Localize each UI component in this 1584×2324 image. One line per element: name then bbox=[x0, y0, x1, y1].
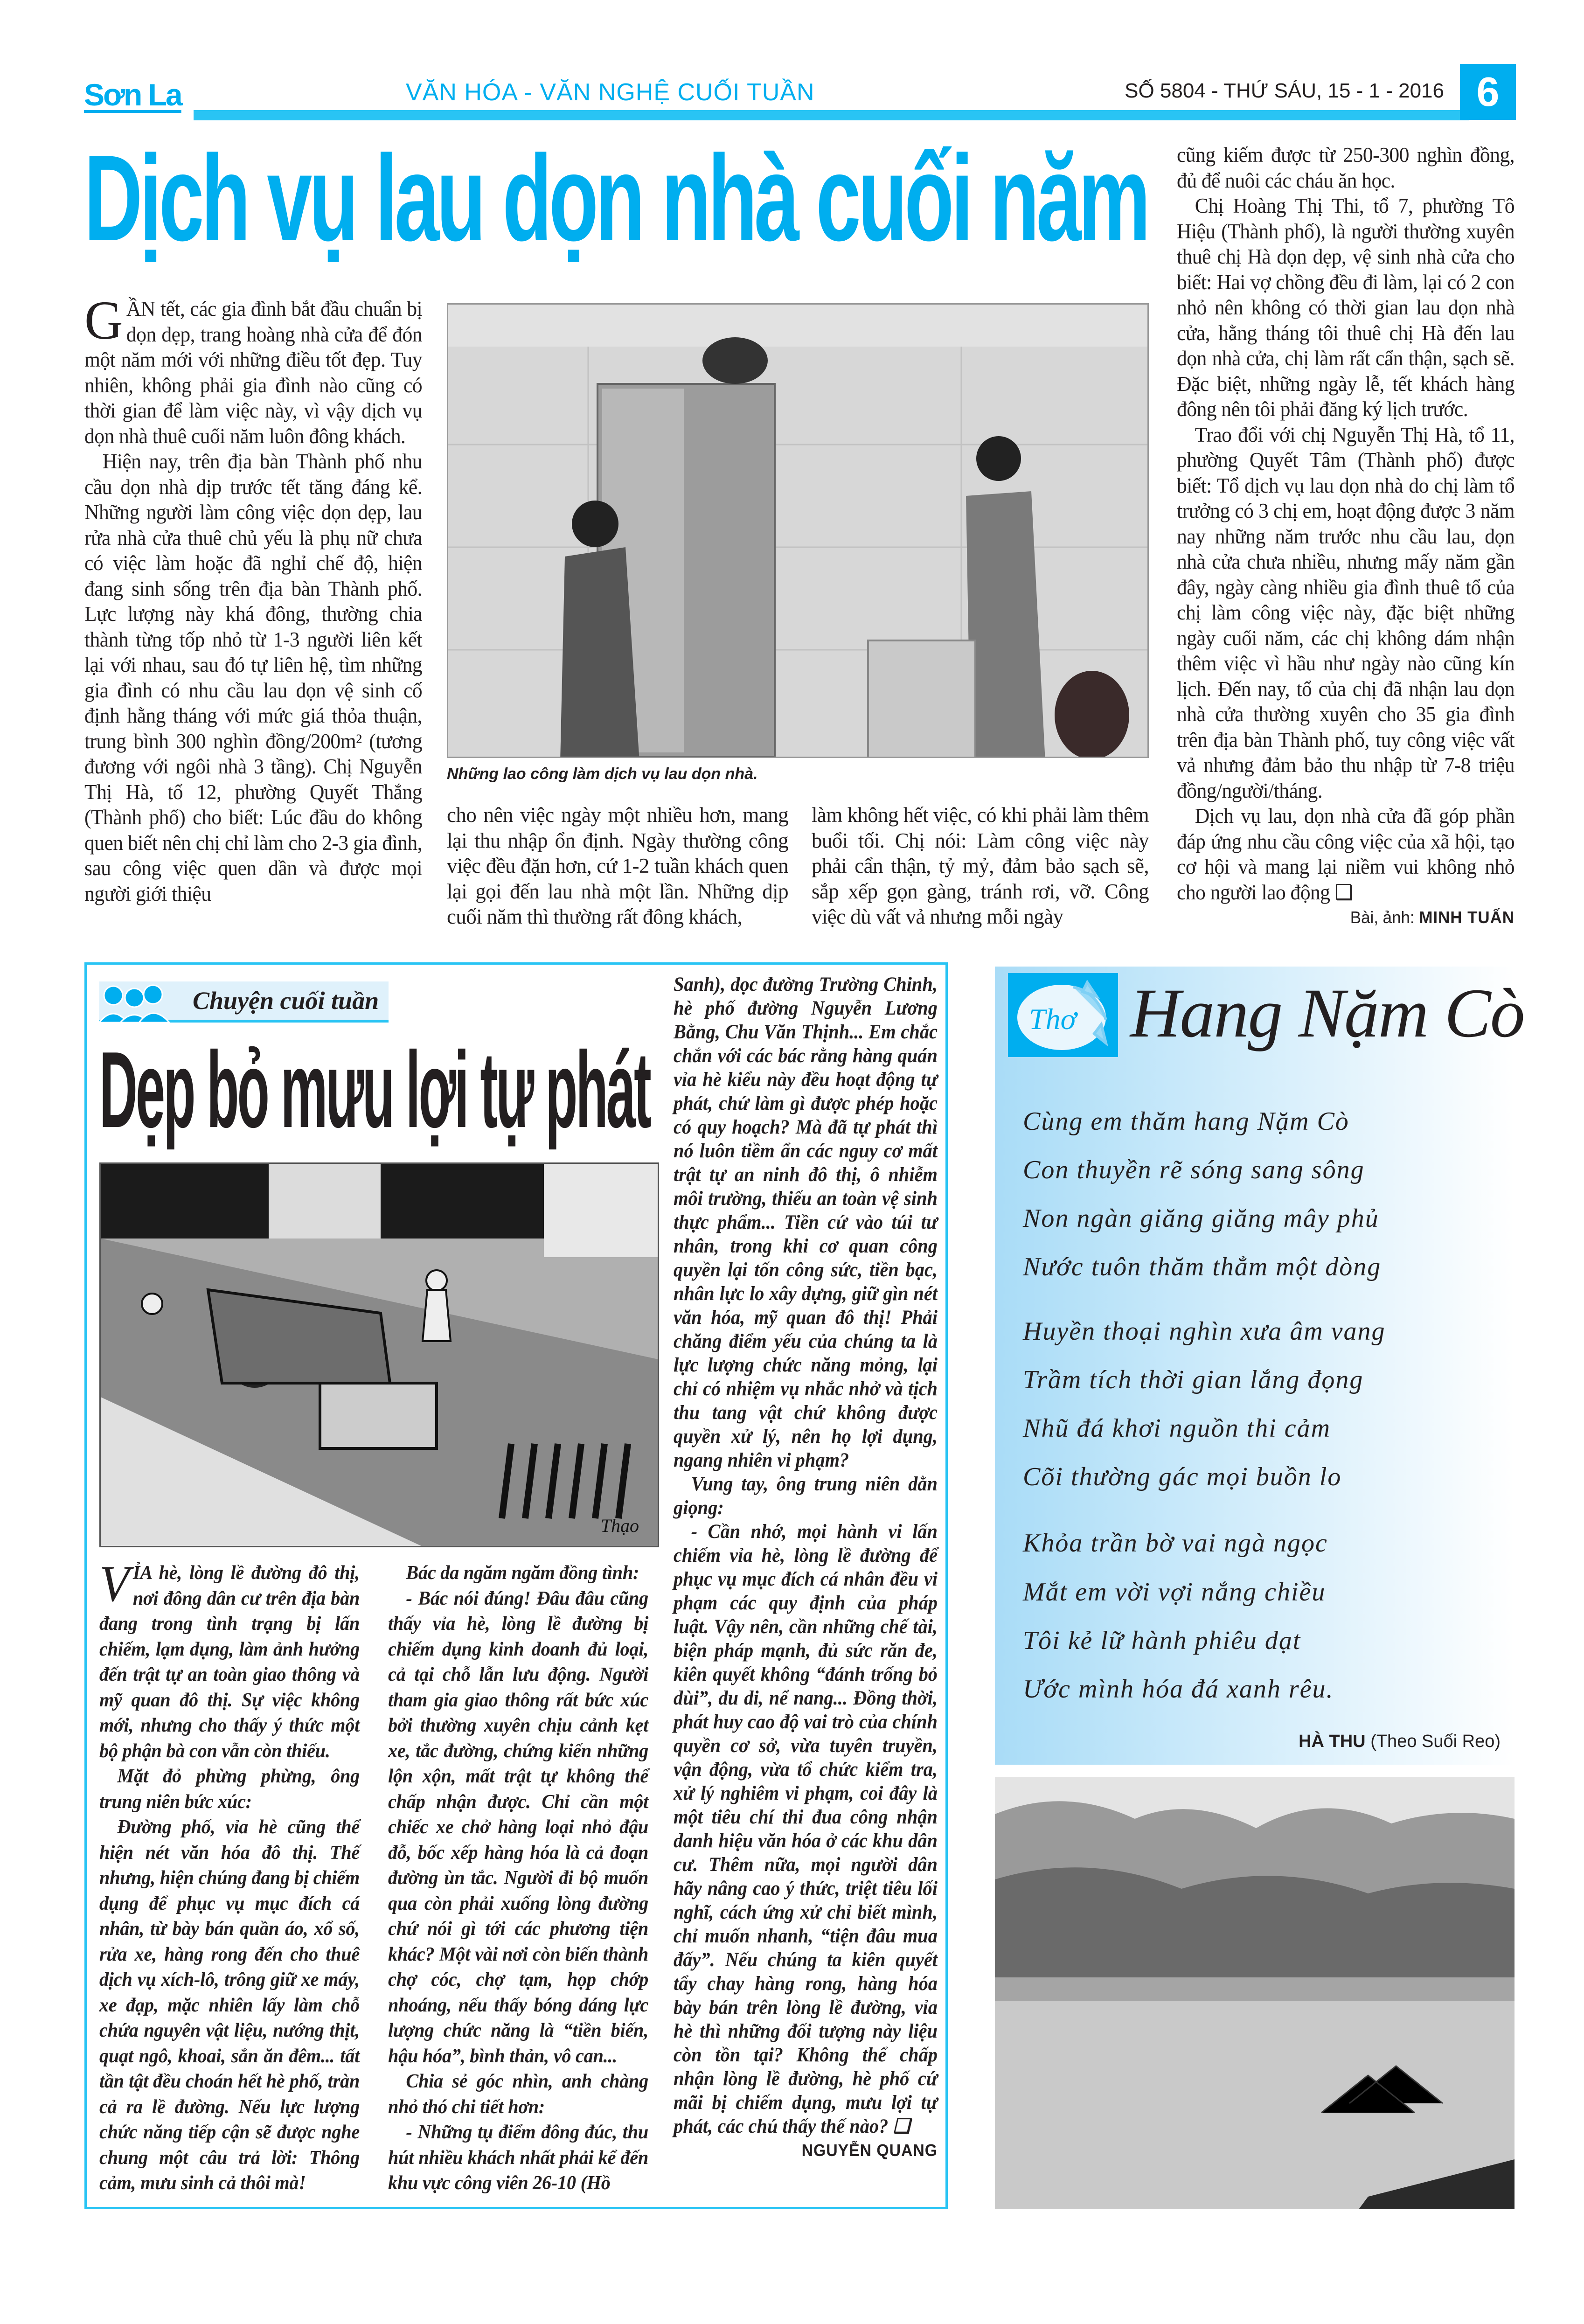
poetry-badge-icon bbox=[1008, 973, 1118, 1057]
story-column-3 bbox=[674, 973, 938, 2204]
poem-panel bbox=[995, 967, 1524, 1765]
poem-author: HÀ THU bbox=[1299, 1732, 1366, 1751]
byline: Bài, ảnh: MINH TUẤN bbox=[1350, 908, 1515, 927]
poem-line: Non ngàn giăng giăng mây phủ bbox=[1023, 1204, 1379, 1233]
drop-cap: G bbox=[84, 290, 123, 351]
paragraph: - Cần nhớ, mọi hành vi lấn chiếm vỉa hè, lòng lề đường để phục vụ mục đích cá nhân đều vi phạm các quy định của pháp luật. Vậy nên, cần những chế tài, biện pháp mạnh, đủ sức răn đe, kiên quyết không “đánh trống bỏ dùi”, du di, nể nang... Đồng thời, phát huy cao độ vai trò của chính quyền cơ sở, vừa tuyên truyền, vận động, vừa tổ chức kiểm tra, xử lý nghiêm vi phạm, coi đây là một tiêu chí thi đua công nhận danh hiệu văn hóa ở các khu dân cư. Thêm nữa, mọi người dân hãy nâng cao ý thức, triệt tiêu lối nghĩ, cách ứng xử chỉ biết mình, chỉ muốn nhanh, “tiện đâu mua đấy”. Nếu chúng ta kiên quyết tẩy chay hàng rong, hàng hóa bày bán trên lòng lề đường, vỉa hè thì những đối tượng này liệu còn tồn tại? Không thể chấp nhận lòng lề đường, hè phố cứ mãi bị chiếm dụng, mưu lợi tự phát, các chú thấy thế nào? ❑ bbox=[674, 1521, 938, 2137]
section-title: VĂN HÓA - VĂN NGHỆ CUỐI TUẦN bbox=[406, 79, 815, 106]
paragraph: Đường phố, vỉa hè cũng thể hiện nét văn hóa đô thị. Thế nhưng, hiện chúng đang bị chiếm dụng để phục vụ mục đích cá nhân, từ bày bán quần áo, xổ số, rửa xe, hàng rong đến cho thuê dịch vụ xích-lô, trông giữ xe máy, xe đạp, mặc nhiên lấy làm chỗ chứa nguyên vật liệu, nướng thịt, quạt ngô, khoai, sắn ăn đêm... tất tần tật đều choán hết hè phố, tràn cả ra lề đường. Nếu lực lượng chức năng tiếp cận sẽ được nghe chung một câu trả lời: Thông cảm, mưu sinh cả thôi mà! bbox=[99, 1816, 360, 2194]
street-cartoon-illustration bbox=[99, 1162, 659, 1547]
poem-line: Huyền thoại nghìn xưa âm vang bbox=[1023, 1317, 1386, 1346]
poem-source: (Theo Suối Reo) bbox=[1370, 1732, 1501, 1751]
byline: NGUYỄN QUANG bbox=[801, 2141, 938, 2160]
poetry-badge-text: Thơ bbox=[1029, 1002, 1077, 1036]
column-label bbox=[99, 981, 389, 1023]
poem-line: Mắt em vời vợi nắng chiều bbox=[1023, 1578, 1326, 1607]
page-number: 6 bbox=[1460, 64, 1516, 120]
poem-line: Nước tuôn thăm thẳm một dòng bbox=[1023, 1252, 1382, 1281]
poem-line: Cõi thường gác mọi buồn lo bbox=[1023, 1462, 1342, 1491]
poem-line: Con thuyền rẽ sóng sang sông bbox=[1023, 1155, 1365, 1184]
poem-line: Khỏa trần bờ vai ngà ngọc bbox=[1023, 1529, 1328, 1558]
paragraph: Bác da ngăm ngăm đồng tình: bbox=[406, 1562, 639, 1584]
poem-line: Ước mình hóa đá xanh rêu. bbox=[1023, 1675, 1334, 1704]
drop-cap: V bbox=[99, 1555, 130, 1612]
article-column-1 bbox=[84, 290, 422, 931]
article-photo-cleaners bbox=[447, 303, 1149, 758]
landscape-photo-lake bbox=[995, 1777, 1515, 2209]
article-column-3 bbox=[812, 802, 1149, 931]
article-headline: Dịch vụ lau dọn nhà cuối năm bbox=[84, 130, 1148, 266]
paragraph: Hiện nay, trên địa bàn Thành phố nhu cầu dọn nhà dịp trước tết tăng đáng kể. Những người làm công việc dọn dẹp, lau rửa nhà cửa thuê chủ yếu là phụ nữ chưa có việc làm hoặc đã nghỉ chế độ, hiện đang sinh sống trên địa bàn Thành phố. Lực lượng này khá đông, thường chia thành từng tốp nhỏ từ 1-3 người liên kết lại với nhau, sau đó tự liên hệ, tìm những gia đình có nhu cầu lau dọn vệ sinh cố định hằng tháng với mức giá thỏa thuận, trung bình 300 nghìn đồng/200m² (tương đương với ngôi nhà 3 tầng). Chị Nguyễn Thị Hà, tổ 12, phường Quyết Thắng (Thành phố) cho biết: Lúc đầu do không quen biết nên chị chỉ làm cho 2-3 gia đình, sau công việc quen dần và được mọi người giới thiệu bbox=[84, 450, 422, 905]
paragraph: - Bác nói đúng! Đâu đâu cũng thấy vỉa hè, lòng lề đường bị chiếm dụng kinh doanh đủ loại, cả tại chỗ lẫn lưu động. Người tham gia giao thông rất bức xúc bởi thường xuyên chịu cảnh kẹt xe, tắc đường, chứng kiến những lộn xộn, mất trật tự không thể chấp nhận được. Chỉ cần một chiếc xe chở hàng loại nhỏ đậu đỗ, bốc xếp hàng hóa là cả đoạn đường ùn tắc. Người đi bộ muốn qua còn phải xuống lòng đường chứ nói gì tới các phương tiện khác? Một vài nơi còn biến thành chợ cóc, chợ tạm, họp chớp nhoáng, nếu thấy bóng dáng lực lượng chức năng là “tiền biến, hậu hóa”, bình thản, vô can... bbox=[388, 1587, 648, 2067]
cleaning-photo-illustration bbox=[448, 305, 1149, 758]
poem-line: Trầm tích thời gian lắng đọng bbox=[1023, 1365, 1364, 1394]
paragraph: - Những tụ điểm đông đúc, thu hút nhiều khách nhất phải kể đến khu vực công viên 26-10 (Hồ bbox=[388, 2122, 648, 2194]
header-rule bbox=[194, 110, 1469, 120]
paragraph: Sanh), dọc đường Trường Chinh, hè phố đường Nguyễn Lương Bằng, Chu Văn Thịnh... Em chắc chắn với các bác rằng hàng quán vỉa hè kiểu này đều hoạt động tự phát, chứ làm gì được phép hoặc có quy hoạch? Mà đã tự phát thì nó luôn tiềm ẩn các nguy cơ mất trật tự an ninh đô thị, ô nhiễm môi trường, thiếu an toàn vệ sinh thực phẩm... Tiền cứ vào túi tư nhân, trong khi cơ quan công quyền lại tốn công sức, tiền bạc, nhân lực lo xây dựng, giữ gìn nét văn hóa, mỹ quan đô thị! Phải chăng điểm yếu của chúng ta là lực lượng chức năng mỏng, lại chỉ có nhiệm vụ nhắc nhở và tịch thu tang vật chứ không được quyền xử lý, nên họ lợi dụng, ngang nhiên vi phạm? bbox=[674, 974, 938, 1471]
poem-line: Cùng em thăm hang Nặm Cò bbox=[1023, 1107, 1349, 1136]
paragraph: Trao đổi với chị Nguyễn Thị Hà, tổ 11, phường Quyết Tâm (Thành phố) được biết: Tổ dịch vụ lau dọn nhà do chị làm tổ trưởng có 3 chị em, hoạt động được 3 năm nay những năm trước nhu cầu lau, dọn nhà cửa chưa nhiều, nhưng mấy năm gần đây, ngày càng nhiều gia đình thuê tổ của chị làm công việc này, đặc biệt những ngày cuối năm, các chị không dám nhận thêm việc vì hầu như ngày nào cũng kín lịch. Đến nay, tổ của chị đã nhận lau dọn nhà cửa thường xuyên cho 35 gia đình trên địa bàn Thành phố, tuy công việc vất vả nhưng đảm bảo thu nhập từ 7-8 triệu đồng/người/tháng. bbox=[1177, 423, 1515, 802]
paragraph: cho nên việc ngày một nhiều hơn, mang lại thu nhập ổn định. Ngày thường công việc đều đặn hơn, cứ 1-2 tuần khách quen lại gọi đến lau nhà một lần. Những dịp cuối năm thì thường rất đông khách, bbox=[447, 803, 788, 928]
author-name: MINH TUẤN bbox=[1419, 908, 1515, 927]
paragraph: Dịch vụ lau, dọn nhà cửa đã góp phần đáp ứng nhu cầu công việc của xã hội, tạo cơ hội và mang lại niềm vui không nhỏ cho người lao động ❑ bbox=[1177, 804, 1515, 904]
story-column-2 bbox=[388, 1560, 648, 2202]
newspaper-brand: Sơn La bbox=[84, 77, 181, 112]
article-column-4 bbox=[1177, 142, 1515, 935]
poem-line: Nhũ đá khơi nguồn thi cảm bbox=[1023, 1414, 1331, 1443]
paragraph: Chị Hoàng Thị Thi, tổ 7, phường Tô Hiệu (Thành phố), là người thường xuyên thuê chị Hà dọn dẹp, vệ sinh nhà cửa cho biết: Hai vợ chồng đều đi làm, lại có 2 con nhỏ nên không có thời gian lau dọn nhà cửa, hằng tháng tôi thuê chị Hà đến lau dọn nhà cửa, chị làm rất cẩn thận, sạch sẽ. Đặc biệt, những ngày lễ, tết khách hàng đông nên tôi phải đăng ký lịch trước. bbox=[1177, 194, 1515, 421]
paragraph: cũng kiếm được từ 250-300 nghìn đồng, đủ để nuôi các cháu ăn học. bbox=[1177, 143, 1515, 192]
paragraph: Mặt đỏ phừng phừng, ông trung niên bức xúc: bbox=[99, 1766, 360, 1813]
poem-title: Hang Nặm Cò bbox=[1130, 974, 1524, 1052]
article-column-2 bbox=[447, 802, 788, 931]
poem-byline bbox=[1299, 1732, 1501, 1752]
poem-line: Tôi kẻ lữ hành phiêu dạt bbox=[1023, 1626, 1301, 1655]
photo-caption: Những lao công làm dịch vụ lau dọn nhà. bbox=[447, 765, 758, 783]
story-column-1 bbox=[99, 1555, 360, 2202]
cartoon-signature: Thạo bbox=[600, 1515, 639, 1536]
people-icon bbox=[99, 981, 183, 1023]
paragraph: ỈA hè, lòng lề đường đô thị, nơi đông dân cư trên địa bàn đang trong tình trạng bị lấn chiếm, lạm dụng, làm ảnh hưởng đến trật tự an toàn giao thông và mỹ quan đô thị. Sự việc không mới, nhưng cho thấy ý thức một bộ phận bà con vẫn còn thiếu. bbox=[99, 1562, 360, 1762]
column-label-text: Chuyện cuối tuần bbox=[193, 987, 379, 1015]
issue-date: SỐ 5804 - THỨ SÁU, 15 - 1 - 2016 bbox=[1125, 79, 1444, 102]
paragraph: Chia sẻ góc nhìn, anh chàng nhỏ thó chi tiết hơn: bbox=[388, 2071, 648, 2118]
paragraph: ẦN tết, các gia đình bắt đầu chuẩn bị dọn dẹp, trang hoàng nhà cửa để đón một năm mới với những điều tốt đẹp. Tuy nhiên, không phải gia đình nào cũng có thời gian để làm việc này, vì vậy dịch vụ dọn nhà thuê cuối năm luôn đông khách. bbox=[84, 297, 422, 448]
paragraph: làm không hết việc, có khi phải làm thêm buổi tối. Chị nói: Làm công việc này phải cẩn thận, tỷ mỷ, đảm bảo sạch sẽ, sắp xếp gọn gàng, tránh rơi, vỡ. Công việc dù vất vả nhưng mỗi ngày bbox=[812, 803, 1149, 928]
article-headline: Dẹp bỏ mưu lợi tự phát bbox=[99, 1030, 650, 1150]
paragraph: Vung tay, ông trung niên dằn giọng: bbox=[674, 1473, 938, 1519]
